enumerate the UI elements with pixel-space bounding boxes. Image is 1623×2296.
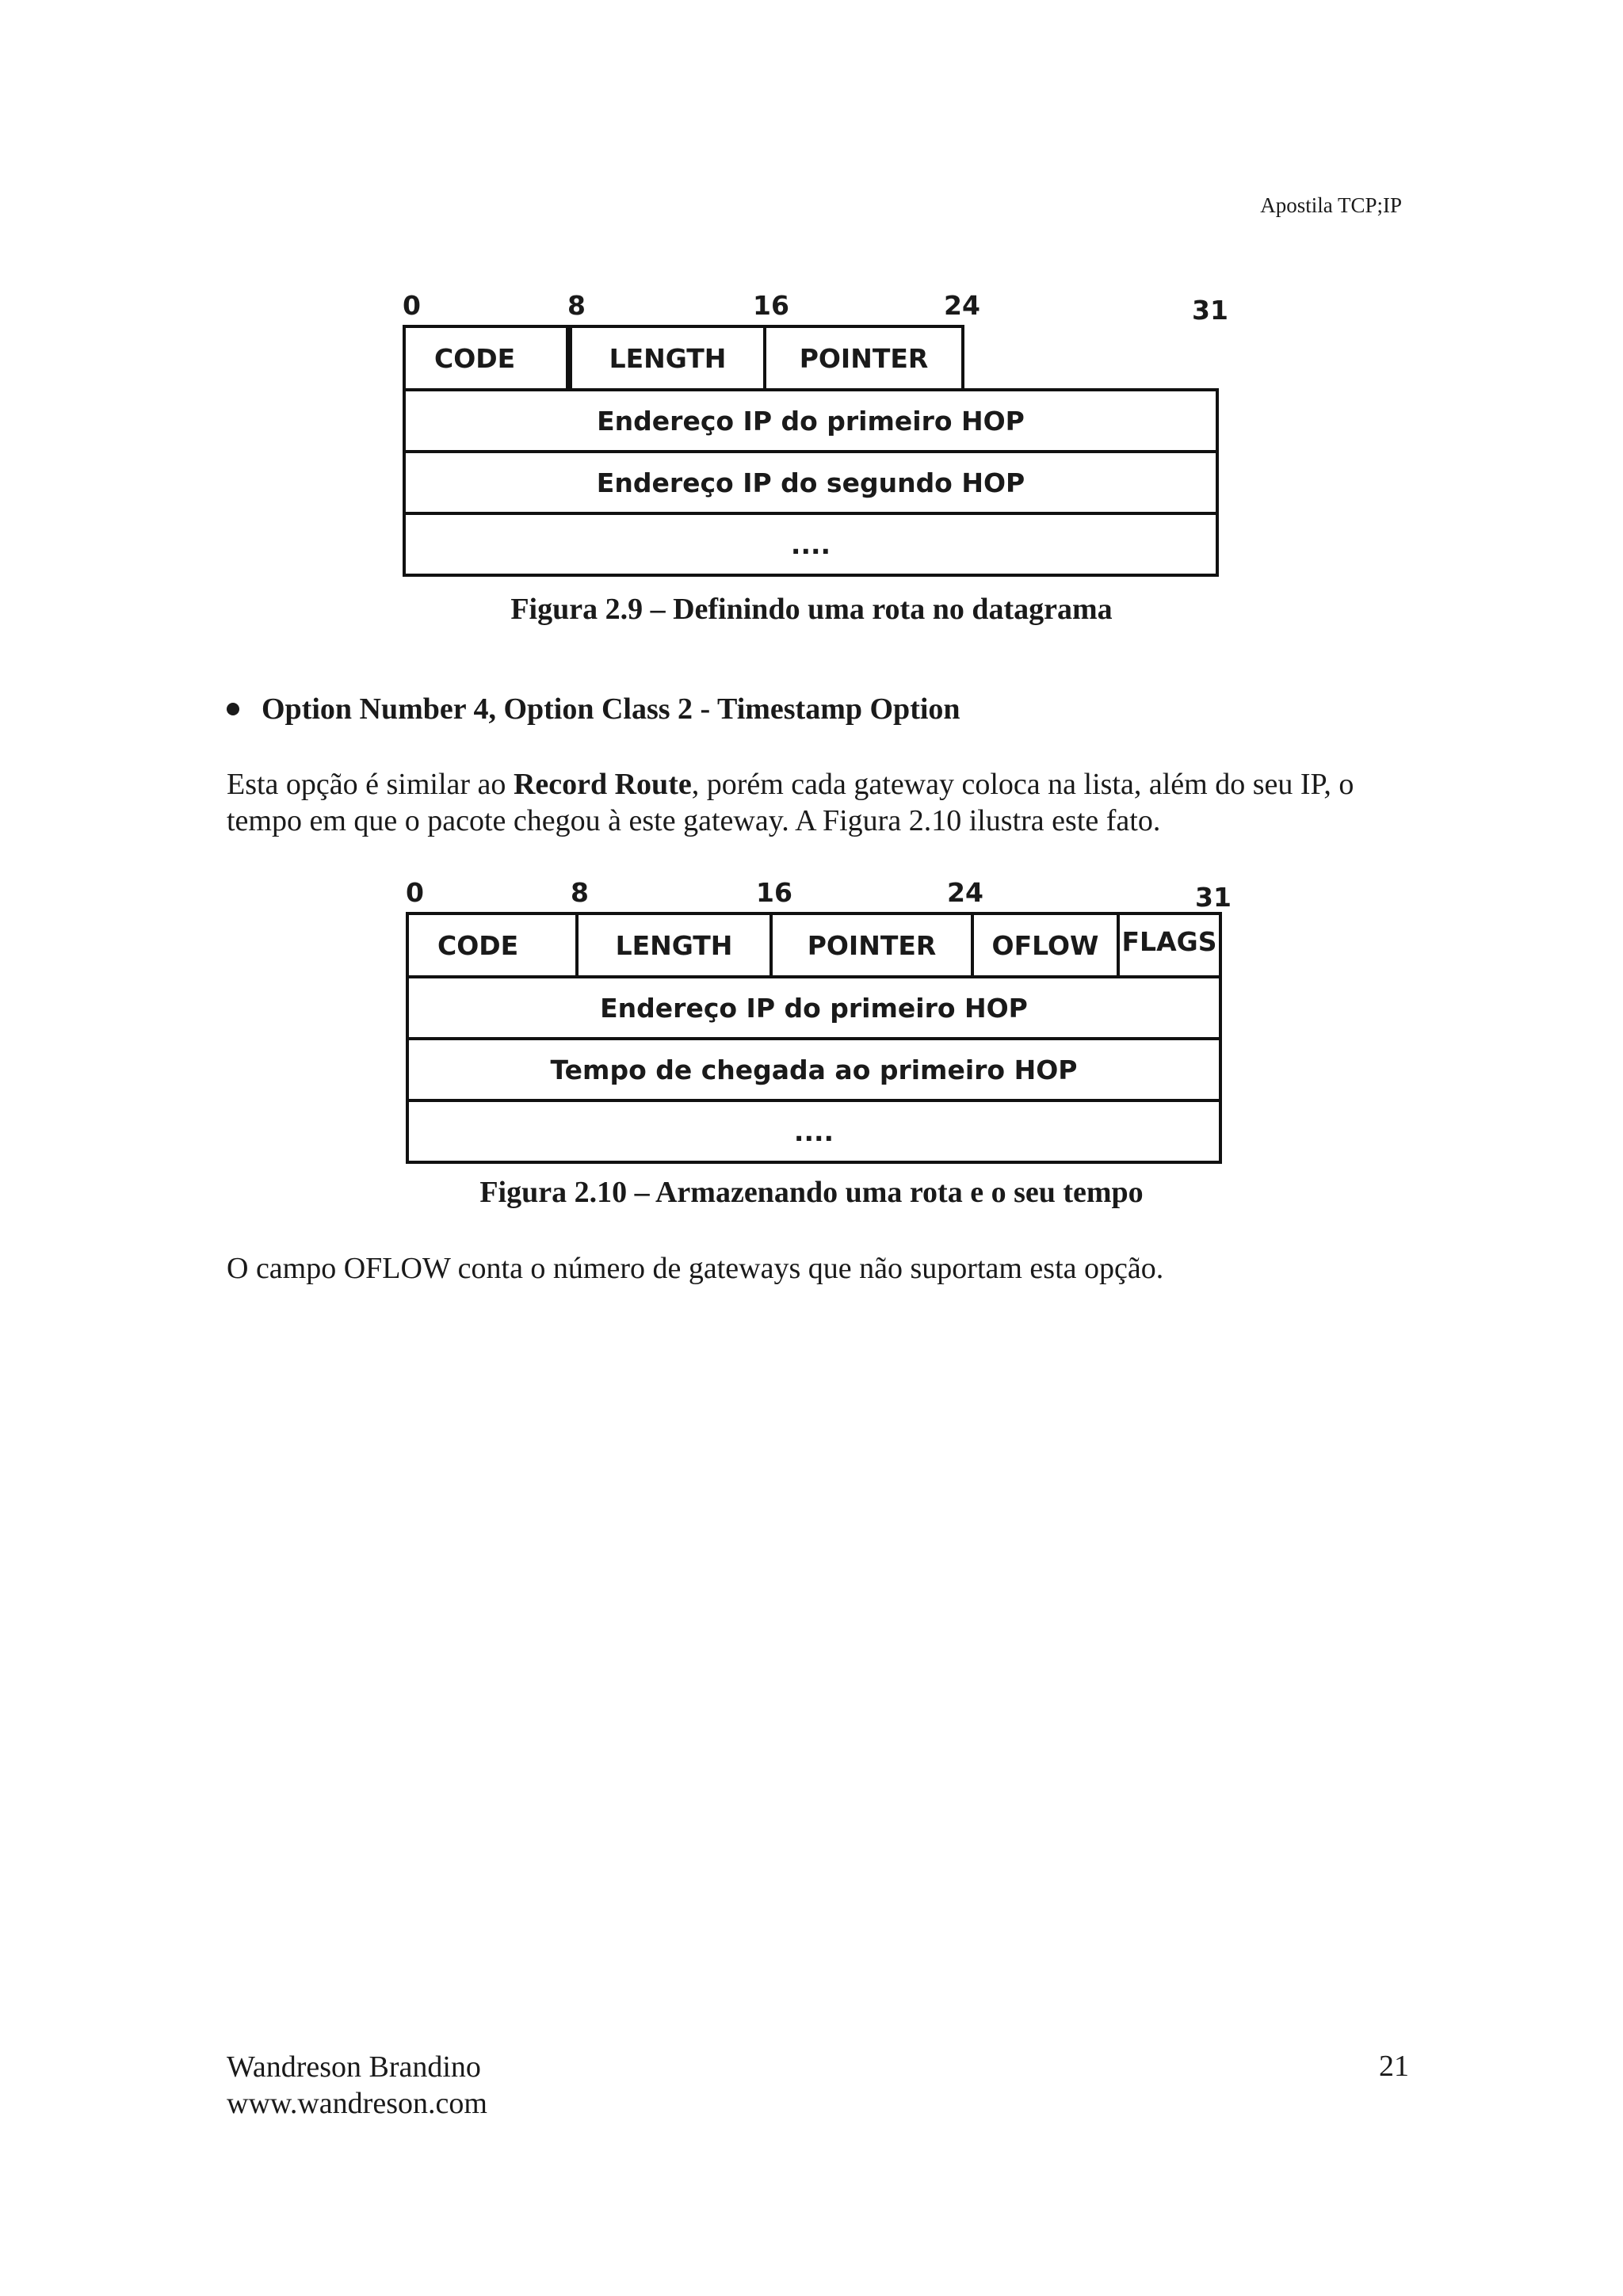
- field-code: CODE: [437, 929, 519, 961]
- footer-website: www.wandreson.com: [227, 2087, 487, 2120]
- bit-label: 16: [753, 290, 789, 321]
- figure-caption: Figura 2.9 – Definindo uma rota no datagrama: [510, 593, 1113, 626]
- field-oflow: OFLOW: [971, 915, 1117, 975]
- page-number: 21: [1379, 2050, 1409, 2083]
- bit-label: 8: [571, 877, 589, 908]
- bit-label: 0: [406, 877, 424, 908]
- table-row: Endereço IP do primeiro HOP: [600, 992, 1028, 1024]
- paragraph-text: Esta opção é similar ao: [227, 768, 514, 801]
- bullet-icon: [227, 703, 239, 715]
- footer-author-block: [227, 2049, 487, 2122]
- bit-label: 31: [1195, 882, 1232, 913]
- closing-paragraph: O campo OFLOW conta o número de gateways que não suportam esta opção.: [227, 1252, 1164, 1285]
- bit-label: 8: [567, 290, 586, 321]
- figure-caption: Figura 2.10 – Armazenando uma rota e o seu tempo: [479, 1176, 1144, 1209]
- bit-label: 31: [1192, 295, 1228, 326]
- footer-author: Wandreson Brandino: [227, 2050, 481, 2084]
- field-length: LENGTH: [569, 325, 763, 388]
- figure-route-diagram: [403, 290, 1228, 577]
- field-pointer: POINTER: [769, 915, 971, 975]
- bullet-heading-text: Option Number 4, Option Class 2 - Timestamp Option: [262, 692, 960, 726]
- field-flags: FLAGS: [1117, 915, 1219, 975]
- table-row: ....: [790, 528, 831, 560]
- paragraph-text: , porém cada gateway coloca na lista, além do seu IP, o tempo em que o pacote chegou à este gateway. A Figura 2.10 ilustra este fato.: [227, 768, 1354, 837]
- running-header: Apostila TCP;IP: [1260, 193, 1402, 217]
- table-row: Endereço IP do primeiro HOP: [597, 405, 1025, 437]
- paragraph-bold-term: Record Route: [513, 768, 692, 801]
- bit-scale: [406, 877, 1232, 913]
- address-table: [403, 388, 1219, 577]
- body-paragraph: [227, 766, 1415, 839]
- field-code: CODE: [403, 325, 569, 388]
- bit-scale: [403, 290, 1228, 326]
- table-row: Endereço IP do segundo HOP: [596, 467, 1025, 498]
- bullet-heading: [227, 692, 960, 727]
- option-table: [406, 912, 1222, 1164]
- bit-label: 24: [947, 877, 983, 908]
- table-row: Tempo de chegada ao primeiro HOP: [550, 1054, 1078, 1085]
- bit-label: 16: [756, 877, 792, 908]
- bit-label: 0: [403, 290, 421, 321]
- figure-timestamp-diagram: [406, 877, 1232, 1164]
- header-fields-row: [403, 325, 1219, 388]
- field-pointer: POINTER: [763, 325, 964, 388]
- bit-label: 24: [944, 290, 980, 321]
- table-row: ....: [793, 1116, 834, 1147]
- field-length: LENGTH: [575, 915, 769, 975]
